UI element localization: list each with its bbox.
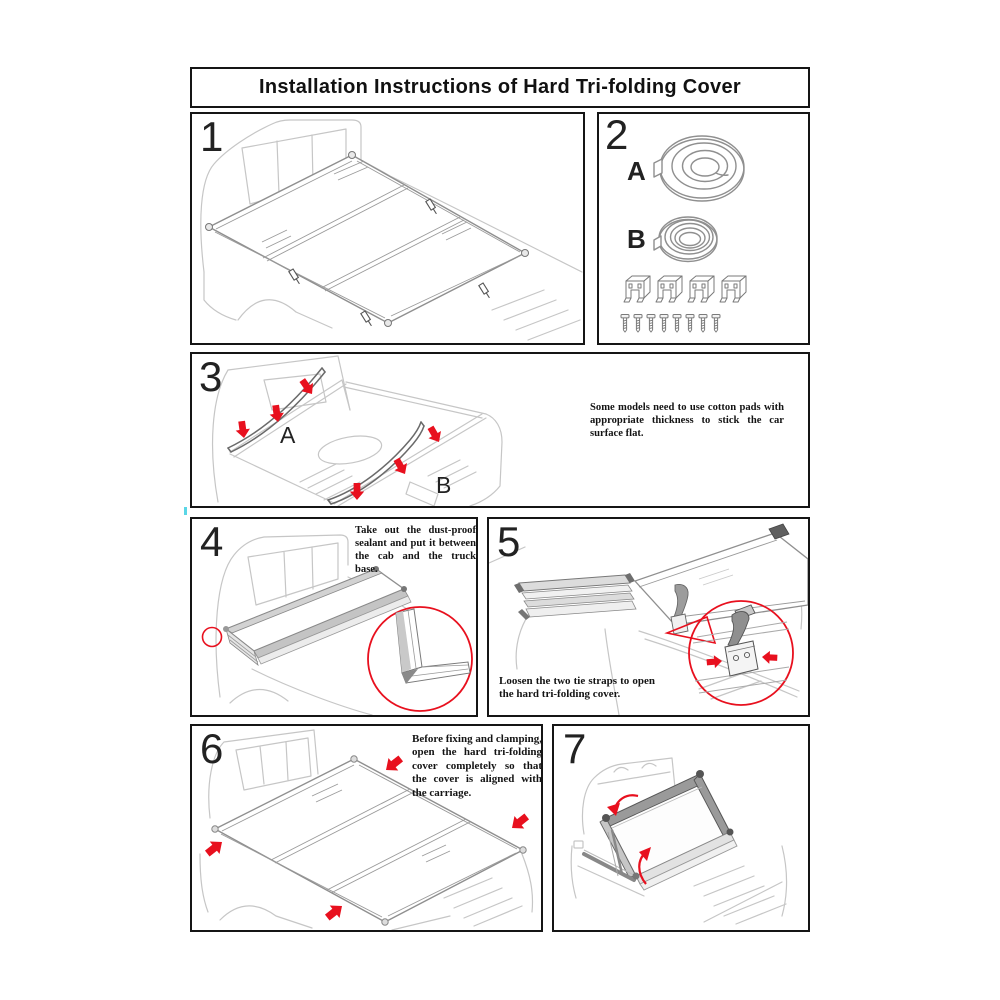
clamp-icon	[688, 276, 714, 302]
seal-b-label: B	[436, 472, 452, 498]
step-6-number: 6	[200, 725, 224, 772]
folded-cover-stack	[223, 566, 411, 665]
folded-cover-stack	[514, 573, 636, 620]
step-3-note: Some models need to use cotton pads with appropriate thickness to stick the car surface flat.	[590, 402, 784, 439]
part-b-label: B	[627, 224, 646, 254]
screw-icon	[686, 315, 694, 333]
step-4-note: Take out the dust-proof sealant and put it between the cab and the truck base.	[355, 525, 476, 575]
step-7-illustration	[554, 726, 808, 930]
step-7-number: 7	[563, 725, 587, 772]
step-6-note: Before fixing and clamping, open the hard tri-folding cover completely so that the cover is aligned with the carriage.	[412, 733, 542, 799]
seal-coil-b	[654, 217, 717, 262]
screws	[621, 315, 720, 333]
standing-folded-cover	[584, 770, 737, 890]
step-3-panel	[190, 352, 810, 508]
step-1-number: 1	[200, 113, 224, 160]
mounting-clamps	[624, 276, 746, 302]
red-arrow	[762, 651, 778, 665]
seal-coil-a	[654, 136, 744, 201]
step-4-panel	[190, 517, 478, 717]
step-3-number: 3	[199, 353, 223, 400]
step-6-panel	[190, 724, 543, 932]
sheet-title: Installation Instructions of Hard Tri-folding Cover	[259, 76, 741, 98]
screw-icon	[673, 315, 681, 333]
step-1-illustration	[192, 114, 583, 343]
step-5-number: 5	[497, 518, 521, 565]
step-4-number: 4	[200, 518, 224, 565]
screw-icon	[712, 315, 720, 333]
red-arrows	[235, 376, 446, 500]
screw-icon	[660, 315, 668, 333]
clamp-icon	[624, 276, 650, 302]
clamp-icon	[656, 276, 682, 302]
tri-fold-cover-closed	[206, 152, 529, 328]
screw-icon	[634, 315, 642, 333]
small-highlight-circle	[203, 628, 222, 647]
title-box	[190, 67, 810, 108]
step-7-panel	[552, 724, 810, 932]
step-5-note: Loosen the two tie straps to open the hard tri-folding cover.	[499, 675, 655, 701]
zoom-detail-circle	[368, 607, 472, 711]
scan-artifact-tick	[184, 507, 187, 515]
step-1-panel	[190, 112, 585, 345]
open-cover-panel	[635, 524, 808, 625]
clamp-icon	[720, 276, 746, 302]
step-2-panel	[597, 112, 810, 345]
screw-icon	[621, 315, 629, 333]
step-5-panel	[487, 517, 810, 717]
red-arrow	[706, 655, 722, 669]
step-2-number: 2	[605, 111, 629, 158]
part-a-label: A	[627, 156, 646, 186]
screw-icon	[647, 315, 655, 333]
seal-a-label: A	[280, 422, 296, 448]
screw-icon	[699, 315, 707, 333]
